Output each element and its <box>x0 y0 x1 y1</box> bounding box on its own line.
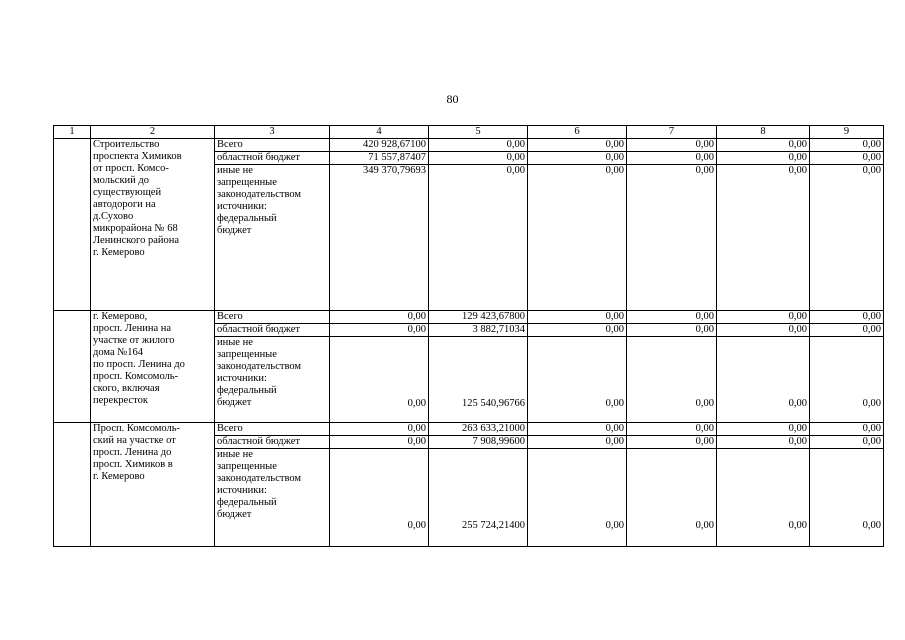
header-cell: 3 <box>215 126 330 139</box>
value-cell: 0,00 <box>627 311 717 324</box>
value-cell: 0,00 <box>528 436 627 449</box>
value-cell: 0,00 <box>528 165 627 311</box>
value-cell: 0,00 <box>330 449 429 547</box>
value-cell: 0,00 <box>717 165 810 311</box>
header-cell: 5 <box>429 126 528 139</box>
value-cell: 0,00 <box>810 449 884 547</box>
value-cell: 0,00 <box>627 449 717 547</box>
value-cell: 0,00 <box>330 423 429 436</box>
value-cell: 0,00 <box>528 449 627 547</box>
value-cell: 0,00 <box>528 337 627 423</box>
value-cell: 0,00 <box>717 423 810 436</box>
value-cell: 0,00 <box>528 324 627 337</box>
source-cell: областной бюджет <box>215 436 330 449</box>
header-cell: 7 <box>627 126 717 139</box>
value-cell: 0,00 <box>330 436 429 449</box>
value-cell: 0,00 <box>810 139 884 152</box>
header-cell: 4 <box>330 126 429 139</box>
value-cell: 263 633,21000 <box>429 423 528 436</box>
source-cell: Всего <box>215 311 330 324</box>
source-cell: иные не запрещенные законодательством источники: федеральный бюджет <box>215 337 330 423</box>
value-cell: 0,00 <box>810 337 884 423</box>
value-cell: 0,00 <box>627 423 717 436</box>
value-cell: 0,00 <box>627 324 717 337</box>
header-cell: 8 <box>717 126 810 139</box>
value-cell: 0,00 <box>810 423 884 436</box>
row-number-cell <box>54 311 91 423</box>
value-cell: 3 882,71034 <box>429 324 528 337</box>
object-name-cell: г. Кемерово, просп. Ленина на участке от жилого дома №164 по просп. Ленина до просп. Комсомоль- ского, включая перекресток <box>91 311 215 423</box>
object-name-cell: Строительство проспекта Химиков от просп. Комсо- мольский до существующей автодороги на д.Сухово микрорайона № 68 Ленинского района г. Кемерово <box>91 139 215 311</box>
value-cell: 0,00 <box>528 152 627 165</box>
row-number-cell <box>54 423 91 547</box>
header-cell: 9 <box>810 126 884 139</box>
value-cell: 0,00 <box>330 324 429 337</box>
row-number-cell <box>54 139 91 311</box>
value-cell: 0,00 <box>810 152 884 165</box>
value-cell: 0,00 <box>717 139 810 152</box>
value-cell: 0,00 <box>528 423 627 436</box>
value-cell: 0,00 <box>330 311 429 324</box>
value-cell: 349 370,79693 <box>330 165 429 311</box>
source-cell: иные не запрещенные законодательством источники: федеральный бюджет <box>215 165 330 311</box>
value-cell: 0,00 <box>429 139 528 152</box>
source-cell: областной бюджет <box>215 324 330 337</box>
source-cell: Всего <box>215 423 330 436</box>
value-cell: 0,00 <box>717 311 810 324</box>
source-cell: иные не запрещенные законодательством источники: федеральный бюджет <box>215 449 330 547</box>
value-cell: 0,00 <box>717 337 810 423</box>
source-cell: областной бюджет <box>215 152 330 165</box>
value-cell: 0,00 <box>429 152 528 165</box>
source-cell: Всего <box>215 139 330 152</box>
value-cell: 255 724,21400 <box>429 449 528 547</box>
value-cell: 0,00 <box>810 311 884 324</box>
value-cell: 0,00 <box>717 152 810 165</box>
header-cell: 2 <box>91 126 215 139</box>
value-cell: 0,00 <box>627 337 717 423</box>
value-cell: 0,00 <box>810 436 884 449</box>
value-cell: 0,00 <box>528 139 627 152</box>
object-name-cell: Просп. Комсомоль- ский на участке от просп. Ленина до просп. Химиков в г. Кемерово <box>91 423 215 547</box>
page-number: 80 <box>446 92 459 106</box>
value-cell: 71 557,87407 <box>330 152 429 165</box>
value-cell: 129 423,67800 <box>429 311 528 324</box>
table-row <box>54 311 884 324</box>
header-cell: 1 <box>54 126 91 139</box>
value-cell: 0,00 <box>627 436 717 449</box>
budget-table <box>53 125 884 547</box>
value-cell: 0,00 <box>717 449 810 547</box>
table-row <box>54 139 884 152</box>
value-cell: 0,00 <box>627 165 717 311</box>
table-row <box>54 423 884 436</box>
value-cell: 0,00 <box>810 165 884 311</box>
value-cell: 0,00 <box>330 337 429 423</box>
header-row <box>54 126 884 139</box>
value-cell: 0,00 <box>627 139 717 152</box>
value-cell: 0,00 <box>627 152 717 165</box>
value-cell: 125 540,96766 <box>429 337 528 423</box>
value-cell: 0,00 <box>717 436 810 449</box>
value-cell: 7 908,99600 <box>429 436 528 449</box>
value-cell: 420 928,67100 <box>330 139 429 152</box>
value-cell: 0,00 <box>717 324 810 337</box>
value-cell: 0,00 <box>429 165 528 311</box>
value-cell: 0,00 <box>528 311 627 324</box>
header-cell: 6 <box>528 126 627 139</box>
value-cell: 0,00 <box>810 324 884 337</box>
